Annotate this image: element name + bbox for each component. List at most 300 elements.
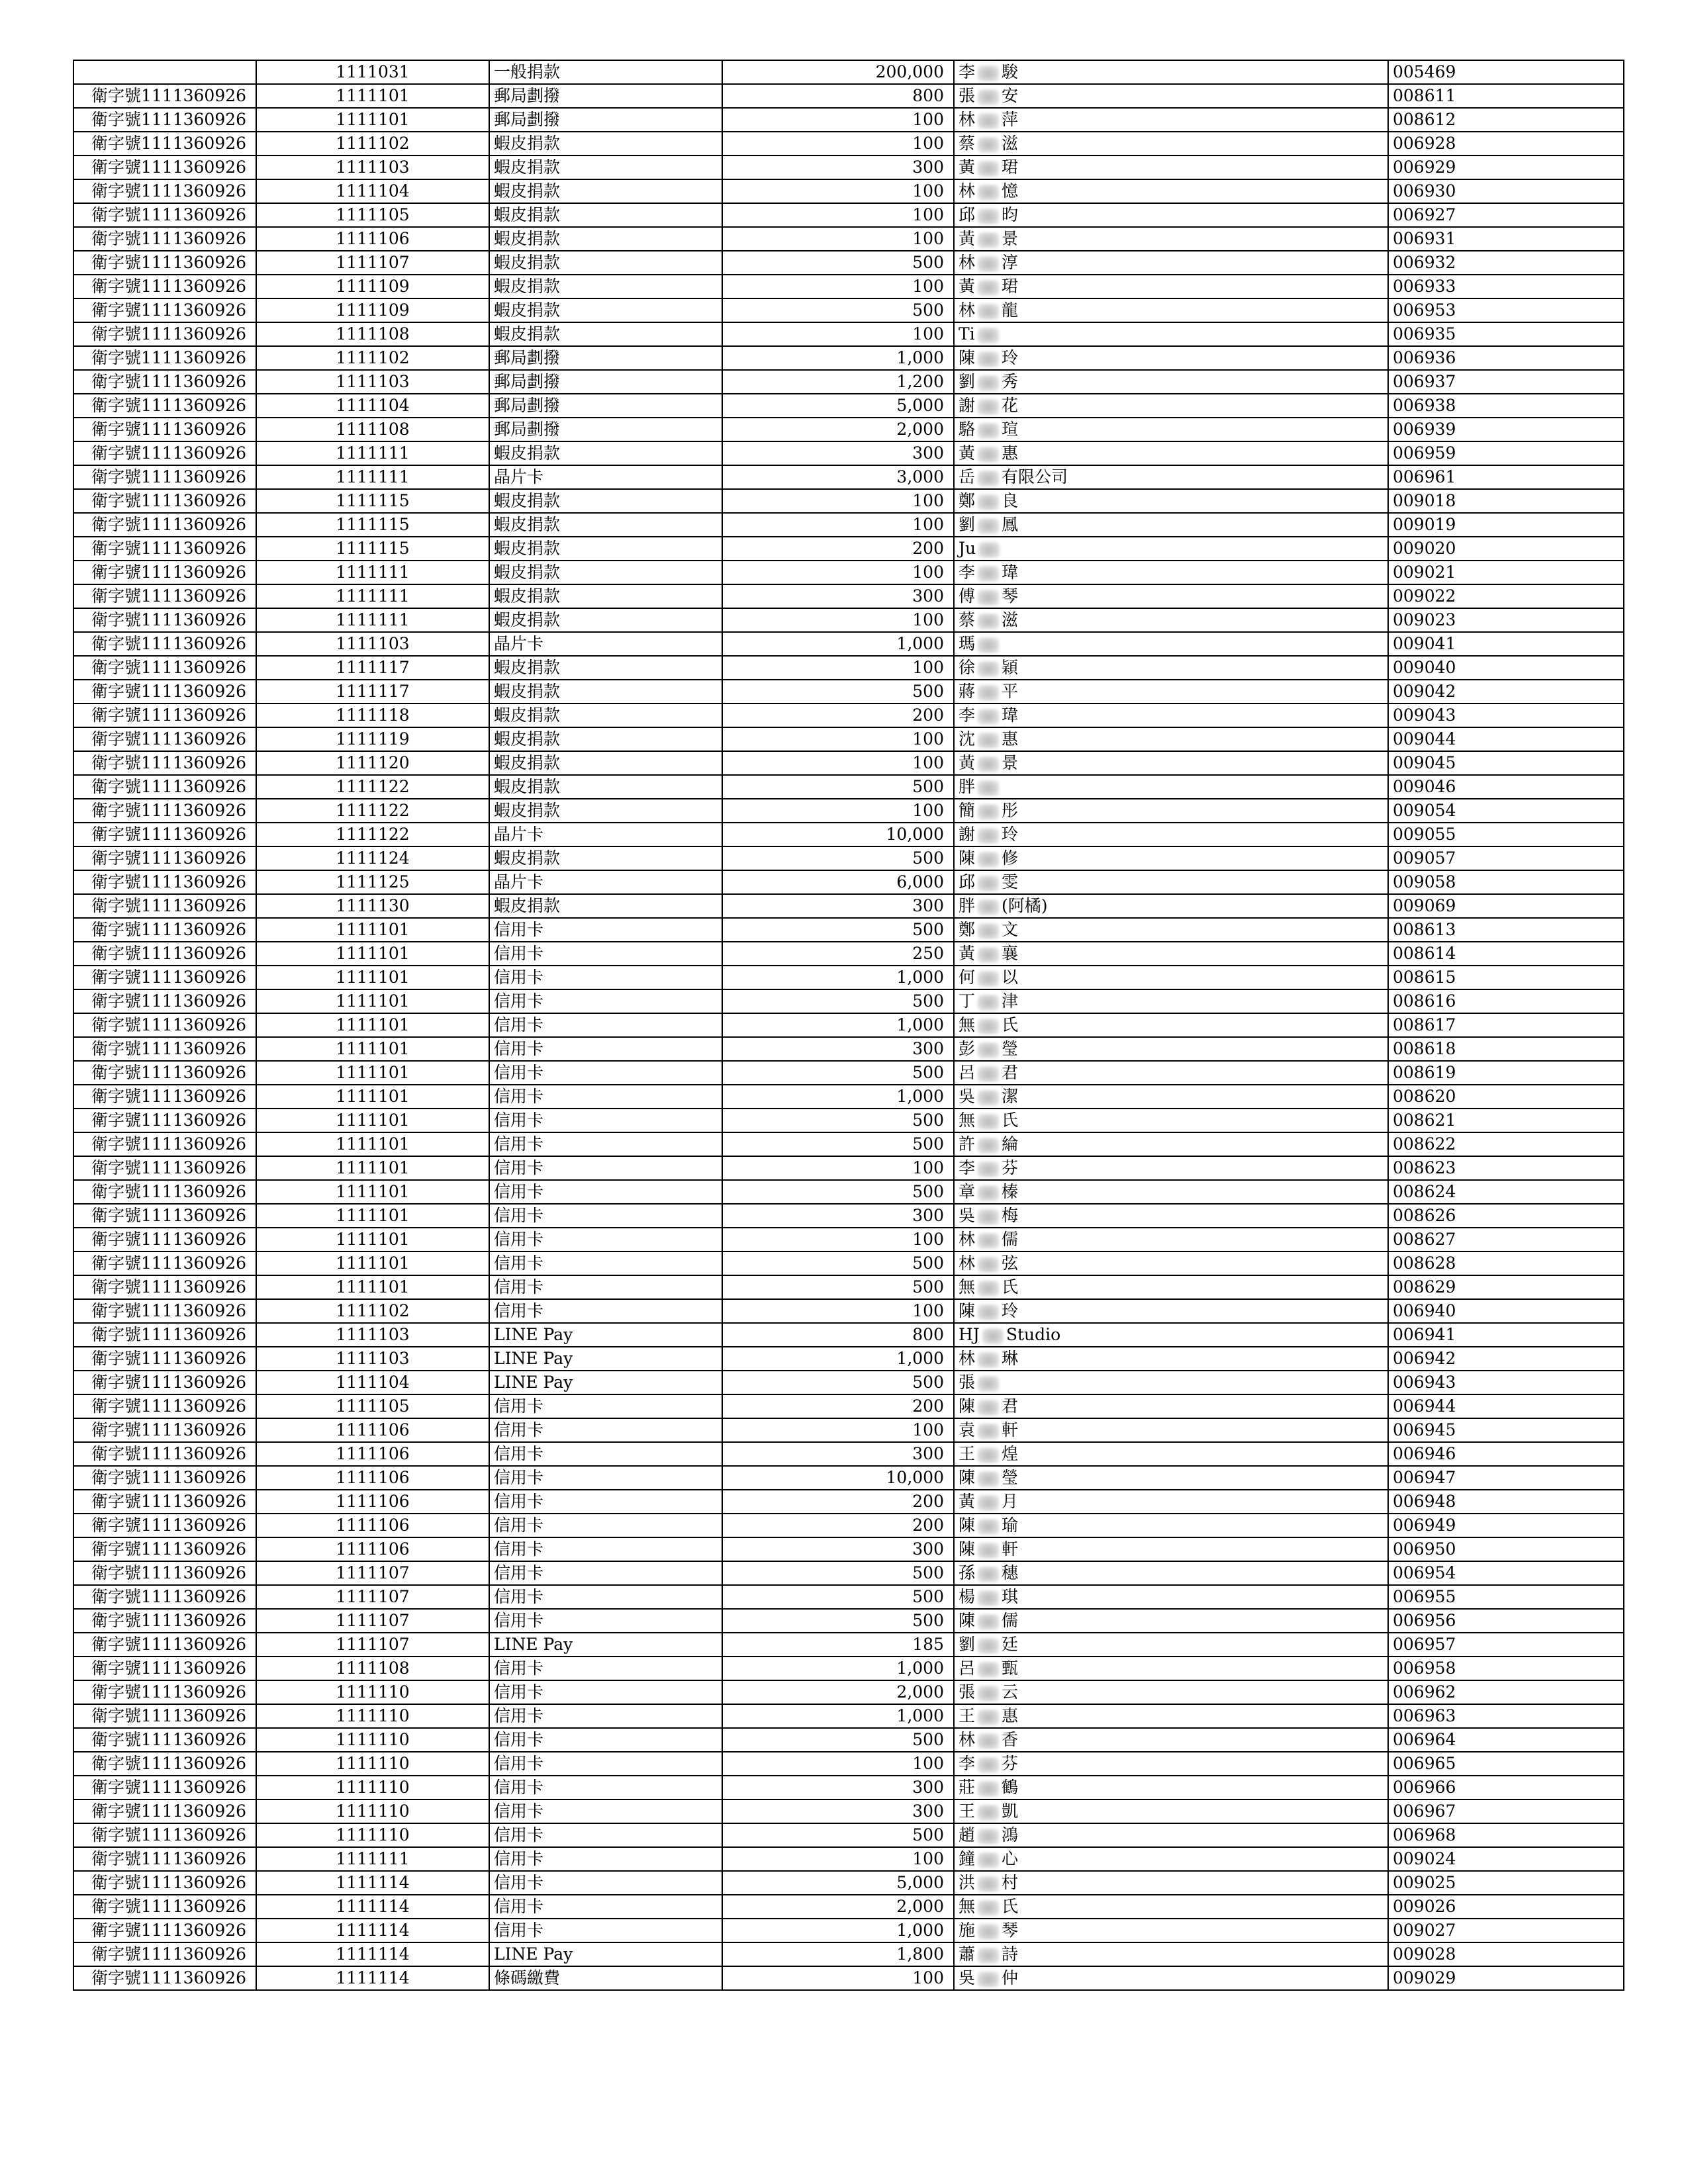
donor-name-first: 黃 bbox=[959, 229, 976, 248]
donation-date: 1111114 bbox=[336, 1968, 410, 1987]
reference-number: 衛字號1111360926 bbox=[91, 777, 247, 796]
amount-cell bbox=[722, 251, 954, 275]
date-cell bbox=[256, 608, 489, 632]
amount-cell bbox=[722, 799, 954, 823]
name-redaction-blur bbox=[978, 1567, 999, 1582]
date-cell bbox=[256, 1204, 489, 1228]
donation-date: 1111102 bbox=[336, 1301, 410, 1320]
reference-number: 衛字號1111360926 bbox=[91, 1111, 247, 1130]
date-cell bbox=[256, 1680, 489, 1704]
donation-amount: 500 bbox=[912, 1277, 944, 1297]
amount-cell bbox=[722, 537, 954, 561]
reference-number-cell bbox=[73, 1752, 256, 1776]
donation-date: 1111106 bbox=[336, 1468, 410, 1487]
payment-method: 信用卡 bbox=[494, 968, 544, 987]
date-cell bbox=[256, 108, 489, 132]
donor-name-first: 劉 bbox=[959, 515, 976, 534]
method-cell bbox=[489, 1752, 722, 1776]
payment-method: 蝦皮捐款 bbox=[494, 277, 561, 296]
method-cell bbox=[489, 1085, 722, 1109]
donor-name-first: 蕭 bbox=[959, 1944, 976, 1964]
name-redaction-blur bbox=[978, 328, 999, 343]
table-row bbox=[73, 608, 1624, 632]
donation-amount: 100 bbox=[912, 205, 944, 224]
receipt-number: 009054 bbox=[1393, 801, 1456, 820]
donation-amount: 1,000 bbox=[896, 968, 944, 987]
amount-cell bbox=[722, 132, 954, 156]
amount-cell bbox=[722, 1275, 954, 1299]
reference-number-cell bbox=[73, 346, 256, 370]
receipt-cell bbox=[1388, 156, 1624, 179]
name-redaction-blur bbox=[978, 161, 999, 177]
donation-amount: 100 bbox=[912, 1968, 944, 1987]
donation-amount: 300 bbox=[912, 1778, 944, 1797]
reference-number: 衛字號1111360926 bbox=[91, 944, 247, 963]
donation-date: 1111103 bbox=[336, 1325, 410, 1344]
donor-name-last: 儒 bbox=[1002, 1611, 1019, 1630]
receipt-cell bbox=[1388, 942, 1624, 966]
name-redaction-blur bbox=[978, 1852, 999, 1868]
receipt-number: 009058 bbox=[1393, 872, 1456, 891]
payment-method: 信用卡 bbox=[494, 1111, 544, 1130]
receipt-cell bbox=[1388, 823, 1624, 846]
reference-number: 衛字號1111360926 bbox=[91, 1516, 247, 1535]
method-cell bbox=[489, 108, 722, 132]
method-cell bbox=[489, 1466, 722, 1490]
payment-method: 信用卡 bbox=[494, 1301, 544, 1320]
name-redaction-blur bbox=[978, 1257, 999, 1273]
amount-cell bbox=[722, 1251, 954, 1275]
amount-cell bbox=[722, 370, 954, 394]
donor-name-cell bbox=[954, 1799, 1388, 1823]
method-cell bbox=[489, 60, 722, 84]
donor-name-cell bbox=[954, 1418, 1388, 1442]
donor-name-last: 凱 bbox=[1002, 1801, 1019, 1821]
table-row bbox=[73, 1919, 1624, 1942]
date-cell bbox=[256, 584, 489, 608]
amount-cell bbox=[722, 1752, 954, 1776]
reference-number: 衛字號1111360926 bbox=[91, 563, 247, 582]
receipt-number: 009025 bbox=[1393, 1873, 1456, 1892]
receipt-number: 006949 bbox=[1393, 1516, 1456, 1535]
donor-name-first: 黃 bbox=[959, 1492, 976, 1511]
amount-cell bbox=[722, 1871, 954, 1895]
table-row bbox=[73, 894, 1624, 918]
donor-name-first: 黃 bbox=[959, 944, 976, 963]
reference-number-cell bbox=[73, 418, 256, 441]
amount-cell bbox=[722, 1442, 954, 1466]
name-redaction-blur bbox=[978, 876, 999, 891]
payment-method: 郵局劃撥 bbox=[494, 420, 561, 439]
donation-date: 1111115 bbox=[336, 515, 410, 534]
donation-amount: 100 bbox=[912, 1754, 944, 1773]
donation-table-body bbox=[73, 60, 1624, 1990]
method-cell bbox=[489, 1156, 722, 1180]
method-cell bbox=[489, 1657, 722, 1680]
donation-amount: 800 bbox=[912, 86, 944, 105]
amount-cell bbox=[722, 1466, 954, 1490]
receipt-cell bbox=[1388, 1680, 1624, 1704]
payment-method: 晶片卡 bbox=[494, 467, 544, 486]
payment-method: 信用卡 bbox=[494, 1015, 544, 1034]
date-cell bbox=[256, 1823, 489, 1847]
payment-method: 蝦皮捐款 bbox=[494, 253, 561, 272]
name-redaction-blur bbox=[978, 1829, 999, 1844]
date-cell bbox=[256, 1490, 489, 1514]
payment-method: 蝦皮捐款 bbox=[494, 777, 561, 796]
reference-number: 衛字號1111360926 bbox=[91, 634, 247, 653]
reference-number-cell bbox=[73, 156, 256, 179]
donor-name-cell bbox=[954, 918, 1388, 942]
reference-number: 衛字號1111360926 bbox=[91, 1063, 247, 1082]
method-cell bbox=[489, 1132, 722, 1156]
reference-number-cell bbox=[73, 1132, 256, 1156]
donation-amount: 100 bbox=[912, 181, 944, 201]
receipt-number: 008624 bbox=[1393, 1182, 1456, 1201]
method-cell bbox=[489, 989, 722, 1013]
payment-method: 蝦皮捐款 bbox=[494, 705, 561, 725]
reference-number: 衛字號1111360926 bbox=[91, 515, 247, 534]
donor-name-cell bbox=[954, 132, 1388, 156]
method-cell bbox=[489, 775, 722, 799]
name-redaction-blur bbox=[978, 1352, 999, 1368]
receipt-cell bbox=[1388, 1704, 1624, 1728]
reference-number: 衛字號1111360926 bbox=[91, 1253, 247, 1273]
donor-name-first: 岳 bbox=[959, 467, 976, 486]
reference-number-cell bbox=[73, 1776, 256, 1799]
payment-method: 蝦皮捐款 bbox=[494, 563, 561, 582]
donor-name-cell bbox=[954, 1323, 1388, 1347]
donation-date: 1111103 bbox=[336, 1349, 410, 1368]
table-row bbox=[73, 1109, 1624, 1132]
table-row bbox=[73, 1251, 1624, 1275]
reference-number-cell bbox=[73, 275, 256, 298]
donor-name-cell bbox=[954, 1180, 1388, 1204]
donation-amount: 1,000 bbox=[896, 1706, 944, 1725]
date-cell bbox=[256, 942, 489, 966]
donor-name-first: 吳 bbox=[959, 1206, 976, 1225]
receipt-cell bbox=[1388, 989, 1624, 1013]
donor-name-last: 軒 bbox=[1002, 1539, 1019, 1559]
donation-date: 1111111 bbox=[336, 586, 410, 606]
reference-number: 衛字號1111360926 bbox=[91, 300, 247, 320]
donor-name-last: 氏 bbox=[1002, 1111, 1019, 1130]
donation-amount: 200,000 bbox=[875, 62, 944, 81]
donor-name-last: (阿橘) bbox=[1002, 896, 1048, 915]
method-cell bbox=[489, 156, 722, 179]
reference-number-cell bbox=[73, 1418, 256, 1442]
reference-number-cell bbox=[73, 584, 256, 608]
method-cell bbox=[489, 84, 722, 108]
amount-cell bbox=[722, 1228, 954, 1251]
donation-amount: 300 bbox=[912, 1539, 944, 1559]
receipt-number: 009021 bbox=[1393, 563, 1456, 582]
donation-amount: 100 bbox=[912, 515, 944, 534]
table-row bbox=[73, 203, 1624, 227]
table-row bbox=[73, 1728, 1624, 1752]
donor-name-cell bbox=[954, 704, 1388, 727]
payment-method: 信用卡 bbox=[494, 1825, 544, 1844]
method-cell bbox=[489, 1037, 722, 1061]
reference-number: 衛字號1111360926 bbox=[91, 1158, 247, 1177]
donor-name-last: 惠 bbox=[1002, 443, 1019, 463]
payment-method: 信用卡 bbox=[494, 944, 544, 963]
donor-name-last: 穗 bbox=[1002, 1563, 1019, 1582]
donor-name-cell bbox=[954, 1132, 1388, 1156]
donation-date: 1111124 bbox=[336, 848, 410, 868]
payment-method: 信用卡 bbox=[494, 1182, 544, 1201]
reference-number: 衛字號1111360926 bbox=[91, 1349, 247, 1368]
payment-method: 信用卡 bbox=[494, 1921, 544, 1940]
receipt-cell bbox=[1388, 418, 1624, 441]
method-cell bbox=[489, 1394, 722, 1418]
payment-method: 蝦皮捐款 bbox=[494, 539, 561, 558]
method-cell bbox=[489, 1609, 722, 1633]
method-cell bbox=[489, 537, 722, 561]
amount-cell bbox=[722, 918, 954, 942]
name-redaction-blur bbox=[978, 1233, 999, 1249]
date-cell bbox=[256, 1109, 489, 1132]
donor-name-cell bbox=[954, 203, 1388, 227]
donor-name-last: 滋 bbox=[1002, 610, 1019, 629]
table-row bbox=[73, 1037, 1624, 1061]
table-row bbox=[73, 656, 1624, 680]
receipt-cell bbox=[1388, 1204, 1624, 1228]
donor-name-first: 吳 bbox=[959, 1968, 976, 1987]
name-redaction-blur bbox=[978, 1138, 999, 1154]
date-cell bbox=[256, 823, 489, 846]
donation-date: 1111106 bbox=[336, 1516, 410, 1535]
donor-name-last: 淳 bbox=[1002, 253, 1019, 272]
donor-name-first: 王 bbox=[959, 1801, 976, 1821]
amount-cell bbox=[722, 1514, 954, 1537]
table-row bbox=[73, 537, 1624, 561]
receipt-cell bbox=[1388, 584, 1624, 608]
donation-date: 1111109 bbox=[336, 300, 410, 320]
reference-number-cell bbox=[73, 1085, 256, 1109]
reference-number-cell bbox=[73, 132, 256, 156]
donor-name-last: 有限公司 bbox=[1002, 467, 1068, 486]
donor-name-first: Ti bbox=[959, 324, 975, 343]
receipt-number: 009020 bbox=[1393, 539, 1456, 558]
receipt-number: 006941 bbox=[1393, 1325, 1456, 1344]
donor-name-last: 榛 bbox=[1002, 1182, 1019, 1201]
date-cell bbox=[256, 1895, 489, 1919]
donor-name-first: 陳 bbox=[959, 1611, 976, 1630]
method-cell bbox=[489, 894, 722, 918]
name-redaction-blur bbox=[978, 1281, 999, 1297]
amount-cell bbox=[722, 1633, 954, 1657]
donor-name-last: 以 bbox=[1002, 968, 1019, 987]
payment-method: 信用卡 bbox=[494, 1230, 544, 1249]
donation-amount: 2,000 bbox=[896, 420, 944, 439]
name-redaction-blur bbox=[978, 232, 999, 248]
name-redaction-blur bbox=[978, 1519, 999, 1535]
payment-method: 晶片卡 bbox=[494, 872, 544, 891]
table-row bbox=[73, 584, 1624, 608]
donor-name-last: 玲 bbox=[1002, 348, 1019, 367]
reference-number: 衛字號1111360926 bbox=[91, 872, 247, 891]
table-row bbox=[73, 1299, 1624, 1323]
receipt-cell bbox=[1388, 1347, 1624, 1371]
receipt-number: 006944 bbox=[1393, 1396, 1456, 1416]
payment-method: 郵局劃撥 bbox=[494, 86, 561, 105]
method-cell bbox=[489, 298, 722, 322]
donation-amount: 200 bbox=[912, 1492, 944, 1511]
receipt-cell bbox=[1388, 1847, 1624, 1871]
donor-name-cell bbox=[954, 1561, 1388, 1585]
donation-date: 1111111 bbox=[336, 443, 410, 463]
donation-date: 1111115 bbox=[336, 491, 410, 510]
method-cell bbox=[489, 1966, 722, 1990]
donor-name-cell bbox=[954, 1228, 1388, 1251]
reference-number-cell bbox=[73, 60, 256, 84]
reference-number-cell bbox=[73, 1585, 256, 1609]
donor-name-cell bbox=[954, 251, 1388, 275]
reference-number: 衛字號1111360926 bbox=[91, 1754, 247, 1773]
reference-number: 衛字號1111360926 bbox=[91, 896, 247, 915]
donation-date: 1111114 bbox=[336, 1944, 410, 1964]
donor-name-first: 孫 bbox=[959, 1563, 976, 1582]
method-cell bbox=[489, 322, 722, 346]
table-row bbox=[73, 918, 1624, 942]
date-cell bbox=[256, 1752, 489, 1776]
date-cell bbox=[256, 989, 489, 1013]
donor-name-last: 琴 bbox=[1002, 1921, 1019, 1940]
donor-name-cell bbox=[954, 1776, 1388, 1799]
reference-number-cell bbox=[73, 489, 256, 513]
receipt-cell bbox=[1388, 1609, 1624, 1633]
payment-method: 蝦皮捐款 bbox=[494, 586, 561, 606]
donor-name-cell bbox=[954, 1823, 1388, 1847]
payment-method: 信用卡 bbox=[494, 1087, 544, 1106]
donor-name-last: 景 bbox=[1002, 229, 1019, 248]
method-cell bbox=[489, 1895, 722, 1919]
donation-date: 1111106 bbox=[336, 1539, 410, 1559]
table-row bbox=[73, 1585, 1624, 1609]
amount-cell bbox=[722, 1180, 954, 1204]
reference-number-cell bbox=[73, 1799, 256, 1823]
donation-date: 1111101 bbox=[336, 1253, 410, 1273]
method-cell bbox=[489, 942, 722, 966]
donor-name-cell bbox=[954, 1013, 1388, 1037]
amount-cell bbox=[722, 1394, 954, 1418]
receipt-number: 006929 bbox=[1393, 158, 1456, 177]
table-row bbox=[73, 1752, 1624, 1776]
table-row bbox=[73, 394, 1624, 418]
amount-cell bbox=[722, 1037, 954, 1061]
table-row bbox=[73, 1442, 1624, 1466]
name-redaction-blur bbox=[978, 1471, 999, 1487]
amount-cell bbox=[722, 1109, 954, 1132]
receipt-cell bbox=[1388, 1728, 1624, 1752]
donation-amount: 1,000 bbox=[896, 348, 944, 367]
donor-name-cell bbox=[954, 108, 1388, 132]
method-cell bbox=[489, 251, 722, 275]
receipt-number: 006968 bbox=[1393, 1825, 1456, 1844]
table-row bbox=[73, 179, 1624, 203]
reference-number-cell bbox=[73, 1466, 256, 1490]
reference-number-cell bbox=[73, 656, 256, 680]
donation-amount: 100 bbox=[912, 753, 944, 772]
donor-name-last: 瑩 bbox=[1002, 1039, 1019, 1058]
receipt-number: 008621 bbox=[1393, 1111, 1456, 1130]
method-cell bbox=[489, 704, 722, 727]
donation-date: 1111125 bbox=[336, 872, 410, 891]
method-cell bbox=[489, 203, 722, 227]
amount-cell bbox=[722, 156, 954, 179]
receipt-number: 008611 bbox=[1393, 86, 1456, 105]
donation-amount: 100 bbox=[912, 563, 944, 582]
donor-name-first: 洪 bbox=[959, 1873, 976, 1892]
donation-date: 1111117 bbox=[336, 658, 410, 677]
reference-number: 衛字號1111360926 bbox=[91, 682, 247, 701]
receipt-number: 009023 bbox=[1393, 610, 1456, 629]
donor-name-first: 李 bbox=[959, 1754, 976, 1773]
table-row bbox=[73, 1347, 1624, 1371]
donor-name-cell bbox=[954, 537, 1388, 561]
reference-number-cell bbox=[73, 537, 256, 561]
receipt-number: 009041 bbox=[1393, 634, 1456, 653]
reference-number: 衛字號1111360926 bbox=[91, 729, 247, 749]
donation-date: 1111031 bbox=[336, 62, 410, 81]
donation-date: 1111110 bbox=[336, 1706, 410, 1725]
reference-number-cell bbox=[73, 370, 256, 394]
donor-name-cell bbox=[954, 989, 1388, 1013]
table-row bbox=[73, 1966, 1624, 1990]
date-cell bbox=[256, 1799, 489, 1823]
donor-name-first: 徐 bbox=[959, 658, 976, 677]
donor-name-last: 滋 bbox=[1002, 134, 1019, 153]
donation-date: 1111106 bbox=[336, 1420, 410, 1439]
payment-method: 蝦皮捐款 bbox=[494, 610, 561, 629]
payment-method: 信用卡 bbox=[494, 1063, 544, 1082]
donor-name-cell bbox=[954, 489, 1388, 513]
payment-method: 蝦皮捐款 bbox=[494, 848, 561, 868]
reference-number: 衛字號1111360926 bbox=[91, 181, 247, 201]
payment-method: 蝦皮捐款 bbox=[494, 682, 561, 701]
donor-name-first: Ju bbox=[959, 539, 976, 558]
table-row bbox=[73, 1776, 1624, 1799]
date-cell bbox=[256, 1156, 489, 1180]
reference-number-cell bbox=[73, 1942, 256, 1966]
payment-method: 信用卡 bbox=[494, 1897, 544, 1916]
donor-name-cell bbox=[954, 870, 1388, 894]
date-cell bbox=[256, 1132, 489, 1156]
donation-amount: 1,800 bbox=[896, 1944, 944, 1964]
reference-number-cell bbox=[73, 1490, 256, 1514]
donation-date: 1111110 bbox=[336, 1778, 410, 1797]
name-redaction-blur bbox=[978, 304, 999, 320]
reference-number: 衛字號1111360926 bbox=[91, 1778, 247, 1797]
receipt-cell bbox=[1388, 1466, 1624, 1490]
donation-date: 1111101 bbox=[336, 1206, 410, 1225]
donation-amount: 500 bbox=[912, 920, 944, 939]
reference-number: 衛字號1111360926 bbox=[91, 1682, 247, 1702]
donor-name-first: 胖 bbox=[959, 777, 976, 796]
donation-amount: 100 bbox=[912, 801, 944, 820]
donation-date: 1111111 bbox=[336, 563, 410, 582]
receipt-cell bbox=[1388, 1132, 1624, 1156]
name-redaction-blur bbox=[978, 590, 999, 606]
payment-method: 信用卡 bbox=[494, 1659, 544, 1678]
receipt-cell bbox=[1388, 1251, 1624, 1275]
payment-method: 晶片卡 bbox=[494, 825, 544, 844]
reference-number: 衛字號1111360926 bbox=[91, 1849, 247, 1868]
amount-cell bbox=[722, 1204, 954, 1228]
reference-number-cell bbox=[73, 108, 256, 132]
name-redaction-blur bbox=[978, 1424, 999, 1439]
